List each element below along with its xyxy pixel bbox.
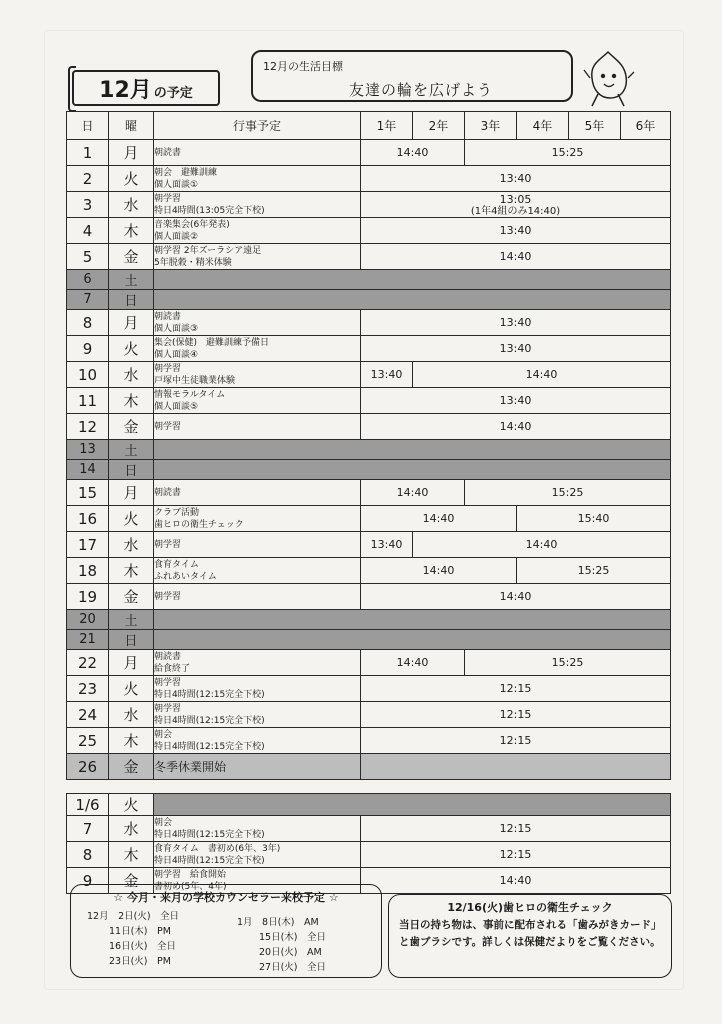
- date-cell: 7: [67, 290, 109, 310]
- date-cell: 23: [67, 676, 109, 702]
- counselor-date: 11日(木) PM: [109, 926, 171, 937]
- event-line: 食育タイム 書初め(6年、3年): [154, 843, 281, 854]
- weekday-cell: 月: [109, 650, 154, 676]
- life-goal-text: 友達の輪を広げよう: [349, 81, 494, 99]
- dental-check-title: 12/16(火)歯ヒロの衛生チェック: [447, 901, 613, 914]
- weekday-cell: 木: [109, 218, 154, 244]
- mascot-icon: [580, 48, 636, 110]
- weekday-cell: 水: [109, 192, 154, 218]
- date-cell: 1/6: [67, 794, 109, 816]
- table-row-weekend: [67, 460, 671, 480]
- col-header: 5年: [569, 112, 621, 140]
- table-row: [67, 584, 671, 610]
- date-cell: 11: [67, 388, 109, 414]
- event-cell: [154, 310, 361, 336]
- date-cell: 15: [67, 480, 109, 506]
- weekday-cell: 日: [109, 630, 154, 650]
- date-cell: 18: [67, 558, 109, 584]
- weekday-cell: 木: [109, 388, 154, 414]
- event-line: 朝会: [154, 817, 173, 828]
- event-cell: [154, 842, 361, 868]
- date-cell: 2: [67, 166, 109, 192]
- date-cell: 5: [67, 244, 109, 270]
- dismissal-time: 14:40: [361, 584, 671, 610]
- counselor-date: 15日(木) 全日: [259, 932, 327, 943]
- date-cell: 20: [67, 610, 109, 630]
- dismissal-time: 12:15: [361, 702, 671, 728]
- weekday-cell: 火: [109, 794, 154, 816]
- col-header: 2年: [413, 112, 465, 140]
- col-header: 行事予定: [154, 112, 361, 140]
- counselor-schedule-box: [70, 884, 382, 978]
- dental-check-body: 当日の持ち物は、事前に配布される「歯みがきカード」と歯ブラシです。詳しくは保健だよりをご覧ください。: [399, 919, 662, 948]
- table-row: [67, 140, 671, 166]
- table-row: [67, 480, 671, 506]
- event-line: 戸塚中生徒職業体験: [154, 375, 236, 386]
- table-row-weekend: [67, 440, 671, 460]
- weekday-cell: 日: [109, 460, 154, 480]
- dismissal-time: [361, 192, 671, 218]
- dismissal-time: 13:40: [361, 336, 671, 362]
- date-cell: 22: [67, 650, 109, 676]
- date-cell: 4: [67, 218, 109, 244]
- weekday-cell: 木: [109, 842, 154, 868]
- weekday-cell: 土: [109, 440, 154, 460]
- dismissal-time: 14:40: [361, 650, 465, 676]
- event-line: 朝学習: [154, 363, 182, 374]
- table-row: [67, 728, 671, 754]
- event-cell: [154, 506, 361, 532]
- table-row: [67, 218, 671, 244]
- date-cell: 21: [67, 630, 109, 650]
- weekday-cell: 水: [109, 816, 154, 842]
- weekday-cell: 火: [109, 676, 154, 702]
- event-line: 特日4時間(13:05完全下校): [154, 205, 265, 216]
- weekday-cell: 日: [109, 290, 154, 310]
- date-cell: 25: [67, 728, 109, 754]
- weekend-fill: [154, 440, 671, 460]
- table-row-holiday: [67, 754, 671, 780]
- table-row: [67, 816, 671, 842]
- table-row: [67, 414, 671, 440]
- weekday-cell: 火: [109, 166, 154, 192]
- dismissal-time: 12:15: [361, 816, 671, 842]
- event-cell: [154, 218, 361, 244]
- table-row: [67, 842, 671, 868]
- table-row: [67, 506, 671, 532]
- event-line: 個人面談⑤: [154, 401, 199, 412]
- gap-cell: [67, 780, 671, 794]
- event-cell: [154, 816, 361, 842]
- weekday-cell: 火: [109, 336, 154, 362]
- date-cell: 1: [67, 140, 109, 166]
- event-cell: [154, 140, 361, 166]
- event-line: 特日4時間(12:15完全下校): [154, 741, 265, 752]
- page-title: [72, 70, 220, 106]
- col-header: 6年: [621, 112, 671, 140]
- event-line: 朝学習 給食開始: [154, 869, 227, 880]
- table-row: [67, 336, 671, 362]
- weekday-cell: 土: [109, 270, 154, 290]
- dismissal-time: 12:15: [361, 728, 671, 754]
- date-cell: 26: [67, 754, 109, 780]
- event-line: 給食終了: [154, 663, 191, 674]
- event-line: 歯ヒロの衛生チェック: [154, 519, 244, 530]
- weekday-cell: 月: [109, 310, 154, 336]
- table-row: [67, 310, 671, 336]
- table-row: [67, 362, 671, 388]
- date-cell: 24: [67, 702, 109, 728]
- weekday-cell: 月: [109, 140, 154, 166]
- date-cell: 8: [67, 842, 109, 868]
- event-line: 朝学習: [154, 703, 182, 714]
- dismissal-time: 14:40: [361, 506, 517, 532]
- counselor-date: 16日(火) 全日: [109, 941, 177, 952]
- event-cell: [154, 676, 361, 702]
- dismissal-time: 12:15: [361, 676, 671, 702]
- counselor-title: ☆ 今月・来月の学校カウンセラー来校予定 ☆: [113, 891, 339, 904]
- table-gap: [67, 780, 671, 794]
- counselor-jan-list: [237, 915, 326, 975]
- dismissal-time: 13:40: [361, 388, 671, 414]
- table-row: [67, 676, 671, 702]
- date-cell: 6: [67, 270, 109, 290]
- weekday-cell: 水: [109, 362, 154, 388]
- event-cell: [154, 532, 361, 558]
- event-line: 特日4時間(12:15完全下校): [154, 829, 265, 840]
- weekday-cell: 月: [109, 480, 154, 506]
- event-cell: [154, 362, 361, 388]
- counselor-date: 20日(火) AM: [259, 947, 322, 958]
- date-cell: 12: [67, 414, 109, 440]
- event-cell: [154, 244, 361, 270]
- table-row: [67, 702, 671, 728]
- counselor-date: 27日(火) 全日: [259, 962, 327, 973]
- time-main: 13:05: [499, 192, 532, 206]
- date-cell: 17: [67, 532, 109, 558]
- weekday-cell: 金: [109, 868, 154, 894]
- table-row: [67, 650, 671, 676]
- col-header: 4年: [517, 112, 569, 140]
- event-cell: [154, 336, 361, 362]
- date-cell: 9: [67, 336, 109, 362]
- table-header-row: [67, 112, 671, 140]
- date-cell: 3: [67, 192, 109, 218]
- weekday-cell: 金: [109, 754, 154, 780]
- table-row: [67, 532, 671, 558]
- dismissal-time: 14:40: [361, 140, 465, 166]
- dismissal-time: 14:40: [361, 480, 465, 506]
- dismissal-time: 14:40: [361, 244, 671, 270]
- col-header: 3年: [465, 112, 517, 140]
- dismissal-time: 15:25: [465, 650, 671, 676]
- event-line: 5年脱穀・精米体験: [154, 257, 232, 268]
- weekday-cell: 火: [109, 506, 154, 532]
- weekend-fill: [154, 610, 671, 630]
- dismissal-time: 13:40: [361, 166, 671, 192]
- dismissal-time: 14:40: [413, 362, 671, 388]
- event-line: 集会(保健) 避難訓練予備日: [154, 337, 270, 348]
- dismissal-time: 15:25: [517, 558, 671, 584]
- event-line: 朝読書: [154, 147, 182, 158]
- event-line: 朝学習 2年ズーラシア遠足: [154, 245, 262, 256]
- date-cell: 7: [67, 816, 109, 842]
- date-cell: 10: [67, 362, 109, 388]
- event-line: 個人面談④: [154, 349, 199, 360]
- weekday-cell: 水: [109, 532, 154, 558]
- table-row-weekend: [67, 630, 671, 650]
- weekday-cell: 金: [109, 414, 154, 440]
- weekday-cell: 土: [109, 610, 154, 630]
- event-cell: [154, 584, 361, 610]
- dismissal-time: 15:25: [465, 480, 671, 506]
- event-line: 個人面談①: [154, 179, 199, 190]
- weekend-fill: [154, 270, 671, 290]
- col-header: 1年: [361, 112, 413, 140]
- weekend-fill: [154, 460, 671, 480]
- event-line: 朝読書: [154, 651, 182, 662]
- event-cell: [154, 754, 361, 780]
- event-cell: [154, 388, 361, 414]
- dismissal-time: 13:40: [361, 310, 671, 336]
- event-cell: [154, 192, 361, 218]
- table-row: [67, 558, 671, 584]
- title-suffix: の予定: [153, 85, 193, 101]
- event-line: 朝学習: [154, 539, 182, 550]
- event-line: 朝学習: [154, 421, 182, 432]
- life-goal-label: 12月の生活目標: [263, 60, 343, 73]
- event-line: 特日4時間(12:15完全下校): [154, 715, 265, 726]
- event-line: 冬季休業開始: [154, 759, 227, 774]
- dismissal-time: 14:40: [361, 414, 671, 440]
- event-line: クラブ活動: [154, 507, 200, 518]
- event-cell: [154, 558, 361, 584]
- col-header: 曜: [109, 112, 154, 140]
- event-line: 朝読書: [154, 311, 182, 322]
- dismissal-time: 14:40: [361, 868, 671, 894]
- counselor-date: 12月 2日(火) 全日: [87, 911, 180, 922]
- event-cell: [154, 414, 361, 440]
- dismissal-time: 15:40: [517, 506, 671, 532]
- dismissal-time: 15:25: [465, 140, 671, 166]
- dismissal-time: 13:40: [361, 532, 413, 558]
- event-line: 書初め(5年、4年): [154, 881, 227, 892]
- col-header: 日: [67, 112, 109, 140]
- holiday-fill: [154, 794, 671, 816]
- event-line: 朝会: [154, 729, 173, 740]
- weekday-cell: 金: [109, 244, 154, 270]
- table-row: [67, 244, 671, 270]
- title-month: 12月: [99, 77, 152, 103]
- event-line: 朝読書: [154, 487, 182, 498]
- event-cell: [154, 166, 361, 192]
- table-row-weekend: [67, 270, 671, 290]
- date-cell: 19: [67, 584, 109, 610]
- counselor-date: 23日(火) PM: [109, 956, 171, 967]
- weekend-fill: [154, 630, 671, 650]
- table-row: [67, 166, 671, 192]
- table-row: [67, 388, 671, 414]
- life-goal-box: [251, 50, 573, 102]
- event-line: 朝学習: [154, 193, 182, 204]
- table-row-weekend: [67, 610, 671, 630]
- event-cell: [154, 702, 361, 728]
- dental-check-box: [388, 894, 672, 978]
- event-line: 食育タイム: [154, 559, 199, 570]
- dismissal-time: 13:40: [361, 362, 413, 388]
- event-line: 音楽集会(6年発表): [154, 219, 230, 230]
- event-cell: [154, 650, 361, 676]
- weekend-fill: [154, 290, 671, 310]
- date-cell: 16: [67, 506, 109, 532]
- weekday-cell: 木: [109, 558, 154, 584]
- time-note: (1年4組のみ14:40): [470, 205, 561, 217]
- dismissal-time: 12:15: [361, 842, 671, 868]
- event-line: 朝会 避難訓練: [154, 167, 218, 178]
- dismissal-time: 13:40: [361, 218, 671, 244]
- event-line: 朝学習: [154, 591, 182, 602]
- event-cell: [154, 728, 361, 754]
- dismissal-time: 14:40: [413, 532, 671, 558]
- event-line: ふれあいタイム: [154, 571, 217, 582]
- date-cell: 8: [67, 310, 109, 336]
- counselor-dec-list: [87, 909, 179, 969]
- event-line: 特日4時間(12:15完全下校): [154, 689, 265, 700]
- dismissal-time: 14:40: [361, 558, 517, 584]
- event-line: 朝学習: [154, 677, 182, 688]
- event-line: 個人面談②: [154, 231, 199, 242]
- counselor-date: 1月 8日(木) AM: [237, 917, 319, 928]
- event-line: 個人面談③: [154, 323, 199, 334]
- weekday-cell: 水: [109, 702, 154, 728]
- date-cell: 9: [67, 868, 109, 894]
- weekday-cell: 金: [109, 584, 154, 610]
- event-line: 特日4時間(12:15完全下校): [154, 855, 265, 866]
- date-cell: 13: [67, 440, 109, 460]
- holiday-fill: [361, 754, 671, 780]
- weekday-cell: 木: [109, 728, 154, 754]
- table-row-january: [67, 794, 671, 816]
- date-cell: 14: [67, 460, 109, 480]
- table-row-weekend: [67, 290, 671, 310]
- event-line: 情報モラルタイム: [154, 389, 226, 400]
- event-cell: [154, 480, 361, 506]
- schedule-table: [66, 111, 671, 894]
- table-row: [67, 192, 671, 218]
